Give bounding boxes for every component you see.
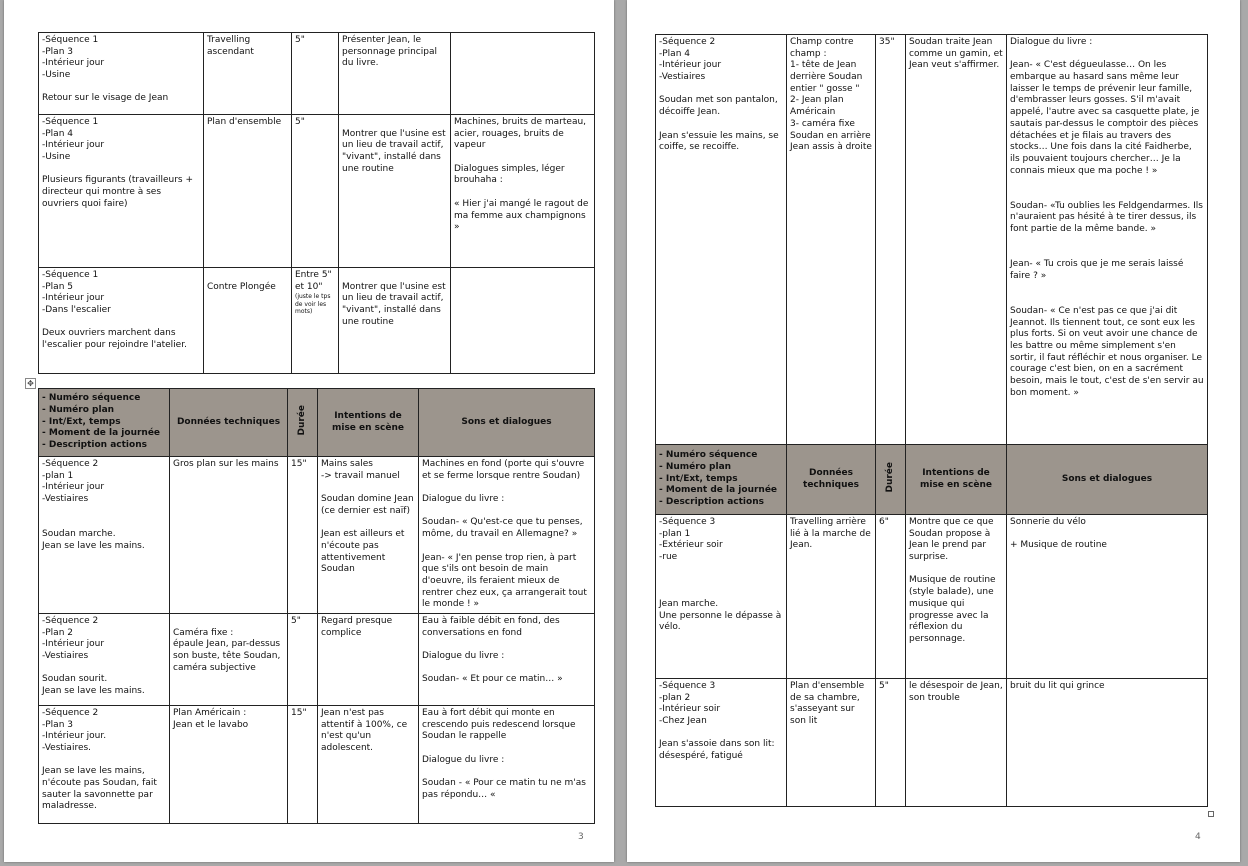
intention-cell: Soudan traite Jean comme un gamin, et Jean veut s'affirmer. xyxy=(906,35,1007,445)
header-intentions: Intentions de mise en scène xyxy=(906,445,1007,515)
duration-note: (juste le tps de voir les mots) xyxy=(295,293,331,315)
screenplay-table-top xyxy=(655,34,1208,807)
table-row xyxy=(39,115,595,268)
intention-cell: Montrer que l'usine est un lieu de travail actif, "vivant", installé dans une routine xyxy=(339,115,451,268)
table-header-row xyxy=(656,445,1208,515)
sequence-cell: -Séquence 1 -Plan 4 -Intérieur jour -Usine Plusieurs figurants (travailleurs + directeur qui montre à ses ouvriers quoi faire) xyxy=(39,115,204,268)
header-duration xyxy=(288,389,318,457)
sound-cell: Machines, bruits de marteau, acier, rouages, bruits de vapeur Dialogues simples, léger brouhaha : « Hier j'ai mangé le ragout de ma femme aux champignons » xyxy=(451,115,595,268)
sound-cell: Sonnerie du vélo + Musique de routine xyxy=(1007,515,1208,679)
table-resize-handle-icon[interactable] xyxy=(1208,811,1214,817)
table-header-row xyxy=(39,389,595,457)
sequence-cell: -Séquence 2 -Plan 2 -Intérieur jour -Vestiaires Soudan sourit. Jean se lave les mains. xyxy=(39,613,170,705)
sequence-cell: -Séquence 2 -plan 1 -Intérieur jour -Vestiaires Soudan marche. Jean se lave les mains. xyxy=(39,457,170,614)
intention-cell: Montre que ce que Soudan propose à Jean le prend par surprise. Musique de routine (style balade), une musique qui progresse avec la réflexion du personnage. xyxy=(906,515,1007,679)
duration-cell: 5" xyxy=(292,33,339,115)
technical-cell: Gros plan sur les mains xyxy=(170,457,288,614)
duration-cell xyxy=(292,268,339,374)
header-sequence: - Numéro séquence - Numéro plan - Int/Ext, temps - Moment de la journée - Description actions xyxy=(39,389,170,457)
technical-cell: Plan d'ensemble de sa chambre, s'asseyant sur son lit xyxy=(787,679,876,807)
document-page-4 xyxy=(627,0,1240,862)
duration-cell: 5" xyxy=(292,115,339,268)
duration-cell: 5" xyxy=(288,613,318,705)
intention-cell: Regard presque complice xyxy=(318,613,419,705)
page-number: 3 xyxy=(578,832,584,842)
intention-cell: Montrer que l'usine est un lieu de travail actif, "vivant", installé dans une routine xyxy=(339,268,451,374)
sound-cell: bruit du lit qui grince xyxy=(1007,679,1208,807)
document-page-3 xyxy=(4,0,614,862)
header-technical: Données techniques xyxy=(170,389,288,457)
header-duration-label: Durée xyxy=(296,404,307,436)
sequence-cell: -Séquence 1 -Plan 3 -Intérieur jour -Usine Retour sur le visage de Jean xyxy=(39,33,204,115)
sequence-cell: -Séquence 2 -Plan 3 -Intérieur jour. -Vestiaires. Jean se lave les mains, n'écoute pas Soudan, fait sauter la savonnette par maladresse. xyxy=(39,705,170,823)
intention-cell: Mains sales -> travail manuel Soudan domine Jean (ce dernier est naïf) Jean est ailleurs et n'écoute pas attentivement Soudan xyxy=(318,457,419,614)
technical-cell: Champ contre champ : 1- tête de Jean derrière Soudan entier " gosse " 2- Jean plan Américain 3- caméra fixe Soudan en arrière Jean assis à droite xyxy=(787,35,876,445)
header-sounds: Sons et dialogues xyxy=(419,389,595,457)
duration-cell: 35" xyxy=(876,35,906,445)
duration-cell: 15" xyxy=(288,457,318,614)
table-row xyxy=(656,515,1208,679)
table-row xyxy=(656,35,1208,445)
table-row xyxy=(39,705,595,823)
technical-cell: Caméra fixe : épaule Jean, par-dessus son buste, tête Soudan, caméra subjective xyxy=(170,613,288,705)
sound-cell: Eau à fort débit qui monte en crescendo puis redescend lorsque Soudan le rappelle Dialogue du livre : Soudan - « Pour ce matin tu ne m'as pas répondu… « xyxy=(419,705,595,823)
screenplay-table-main xyxy=(38,388,595,824)
intention-cell: Jean n'est pas attentif à 100%, ce n'est qu'un adolescent. xyxy=(318,705,419,823)
table-row xyxy=(39,613,595,705)
table-row xyxy=(39,33,595,115)
header-intentions: Intentions de mise en scène xyxy=(318,389,419,457)
technical-cell: Travelling ascendant xyxy=(204,33,292,115)
technical-cell: Plan Américain : Jean et le lavabo xyxy=(170,705,288,823)
sequence-cell: -Séquence 3 -plan 2 -Intérieur soir -Chez Jean Jean s'assoie dans son lit: désespéré, fatigué xyxy=(656,679,787,807)
header-duration xyxy=(876,445,906,515)
page-number: 4 xyxy=(1195,832,1201,842)
intention-cell: le désespoir de Jean, son trouble xyxy=(906,679,1007,807)
header-duration-label: Durée xyxy=(884,461,895,493)
duration-main: Entre 5" et 10" xyxy=(295,270,332,292)
table-row xyxy=(656,679,1208,807)
header-sequence: - Numéro séquence - Numéro plan - Int/Ext, temps - Moment de la journée - Description actions xyxy=(656,445,787,515)
technical-cell: Contre Plongée xyxy=(204,268,292,374)
sound-cell: Dialogue du livre : Jean- « C'est dégueulasse… On les embarque au hasard sans même leur laisser le temps de prévenir leur famille, d'embrasser leurs gosses. S'il m'avait appelé, l'autre avec sa casquette plate, je sautais par-dessus le comptoir des pièces détachées et je filais au travers des stocks… Une fois dans la cité Faidherbe, ils pouvaient toujours chercher… Je la connais mieux que ma poche ! » Soudan- «Tu oublies les Feldgendarmes. Ils n'auraient pas hésité à te tirer dessus, ils font partie de la même bande. » Jean- « Tu crois que je me serais laissé faire ? » Soudan- « Ce n'est pas ce que j'ai dit Jeannot. Ils tiennent tout, ce sont eux les plus forts. Si on veut avoir une chance de les battre ou même simplement s'en sortir, il faut réfléchir et nous organiser. Le courage c'est bien, on en a sacrément besoin, mais le tout, c'est de s'en servir au bon moment. » xyxy=(1007,35,1208,445)
header-sounds: Sons et dialogues xyxy=(1007,445,1208,515)
sound-cell xyxy=(451,268,595,374)
technical-cell: Travelling arrière lié à la marche de Jean. xyxy=(787,515,876,679)
sequence-cell: -Séquence 3 -plan 1 -Extérieur soir -rue Jean marche. Une personne le dépasse à vélo. xyxy=(656,515,787,679)
sequence-cell: -Séquence 2 -Plan 4 -Intérieur jour -Vestiaires Soudan met son pantalon, décoiffe Jean. Jean s'essuie les mains, se coiffe, se recoiffe. xyxy=(656,35,787,445)
header-technical: Données techniques xyxy=(787,445,876,515)
sound-cell: Eau à faible débit en fond, des conversations en fond Dialogue du livre : Soudan- « Et pour ce matin… » xyxy=(419,613,595,705)
duration-cell: 15" xyxy=(288,705,318,823)
table-move-handle-icon[interactable]: ✥ xyxy=(25,378,36,389)
table-row xyxy=(39,457,595,614)
table-row xyxy=(39,268,595,374)
duration-cell: 6" xyxy=(876,515,906,679)
sound-cell xyxy=(451,33,595,115)
intention-cell: Présenter Jean, le personnage principal du livre. xyxy=(339,33,451,115)
duration-cell: 5" xyxy=(876,679,906,807)
screenplay-table-top xyxy=(38,32,595,374)
sound-cell: Machines en fond (porte qui s'ouvre et se ferme lorsque rentre Soudan) Dialogue du livre : Soudan- « Qu'est-ce que tu penses, môme, du travail en Allemagne? » Jean- « J'en pense trop rien, à part que s'ils ont besoin de main d'oeuvre, ils feraient mieux de rentrer chez eux, ça arrangerait tout le monde ! » xyxy=(419,457,595,614)
sequence-cell: -Séquence 1 -Plan 5 -Intérieur jour -Dans l'escalier Deux ouvriers marchent dans l'escalier pour rejoindre l'atelier. xyxy=(39,268,204,374)
technical-cell: Plan d'ensemble xyxy=(204,115,292,268)
